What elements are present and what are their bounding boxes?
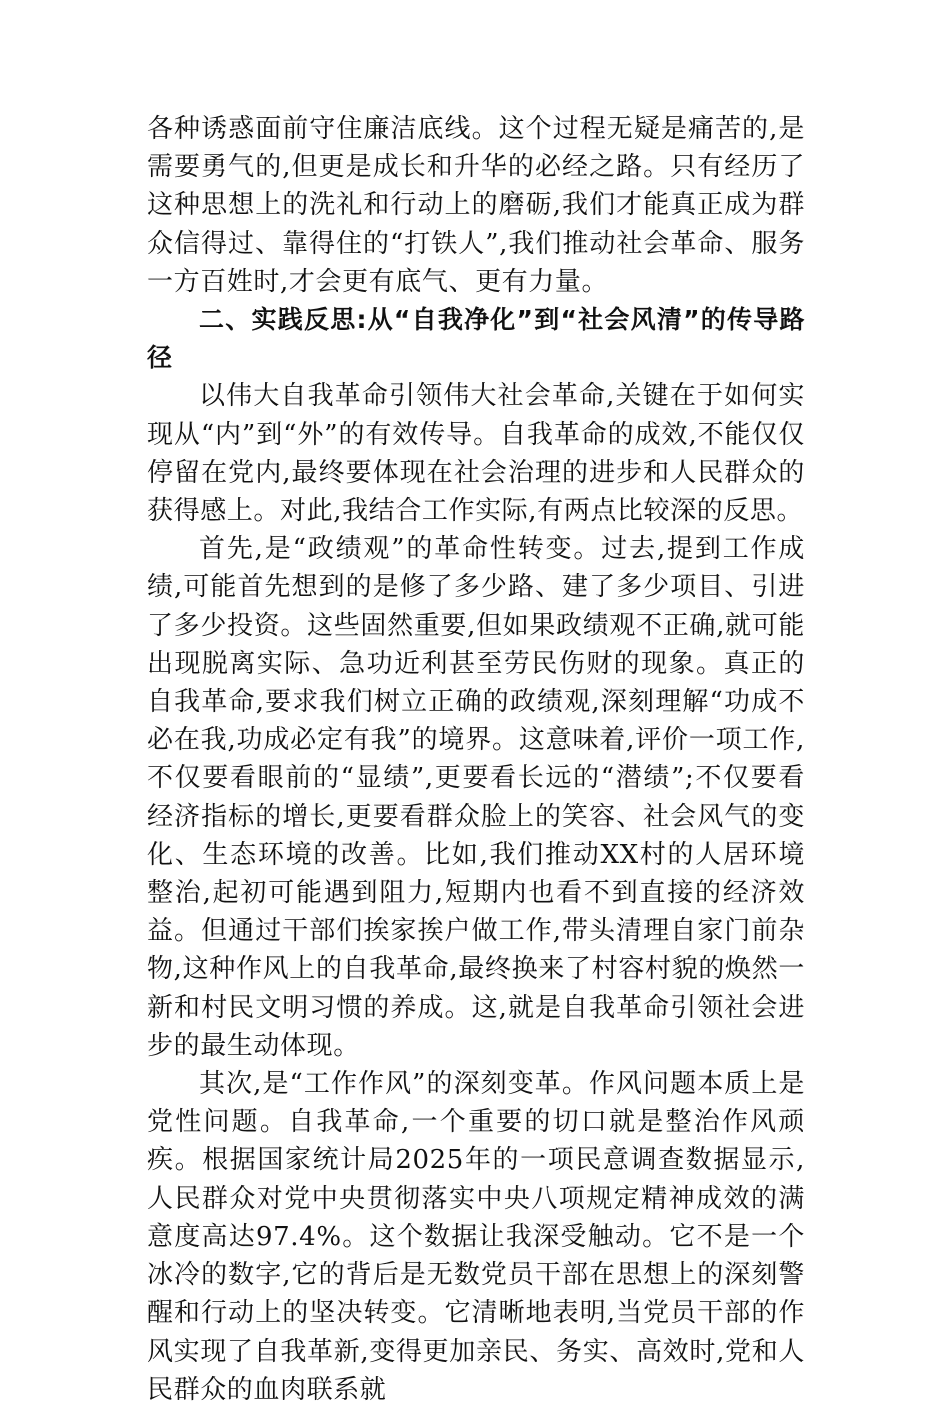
body-paragraph-first: 首先,是“政绩观”的革命性转变。过去,提到工作成绩,可能首先想到的是修了多少路、建了多少项目、引进了多少投资。这些固然重要,但如果政绩观不正确,就可能出现脱离实际、急功近利甚至劳民伤财的现象。真正的自我革命,要求我们树立正确的政绩观,深刻理解“功成不必在我,功成必定有我”的境界。这意味着,评价一项工作,不仅要看眼前的“显绩”,更要看长远的“潜绩”;不仅要看经济指标的增长,更要看群众脸上的笑容、社会风气的变化、生态环境的改善。比如,我们推动XX村的人居环境整治,起初可能遇到阻力,短期内也看不到直接的经济效益。但通过干部们挨家挨户做工作,带头清理自家门前杂物,这种作风上的自我革命,最终换来了村容村貌的焕然一新和村民文明习惯的养成。这,就是自我革命引领社会进步的最生动体现。: [147, 534, 805, 1061]
continuation-paragraph: 各种诱惑面前守住廉洁底线。这个过程无疑是痛苦的,是需要勇气的,但更是成长和升华的必经之路。只有经历了这种思想上的洗礼和行动上的磨砺,我们才能真正成为群众信得过、靠得住的“打铁人”,我们推动社会革命、服务一方百姓时,才会更有底气、更有力量。: [147, 114, 805, 297]
section-heading: 二、实践反思:从“自我净化”到“社会风清”的传导路径: [147, 305, 805, 373]
document-page: [147, 110, 805, 1409]
body-paragraph-intro: 以伟大自我革命引领伟大社会革命,关键在于如何实现从“内”到“外”的有效传导。自我革命的成效,不能仅仅停留在党内,最终要体现在社会治理的进步和人民群众的获得感上。对此,我结合工作实际,有两点比较深的反思。: [147, 381, 805, 527]
body-paragraph-second: 其次,是“工作作风”的深刻变革。作风问题本质上是党性问题。自我革命,一个重要的切口就是整治作风顽疾。根据国家统计局2025年的一项民意调查数据显示,人民群众对党中央贯彻落实中央八项规定精神成效的满意度高达97.4%。这个数据让我深受触动。它不是一个冰冷的数字,它的背后是无数党员干部在思想上的深刻警醒和行动上的坚决转变。它清晰地表明,当党员干部的作风实现了自我革新,变得更加亲民、务实、高效时,党和人民群众的血肉联系就: [147, 1069, 805, 1405]
